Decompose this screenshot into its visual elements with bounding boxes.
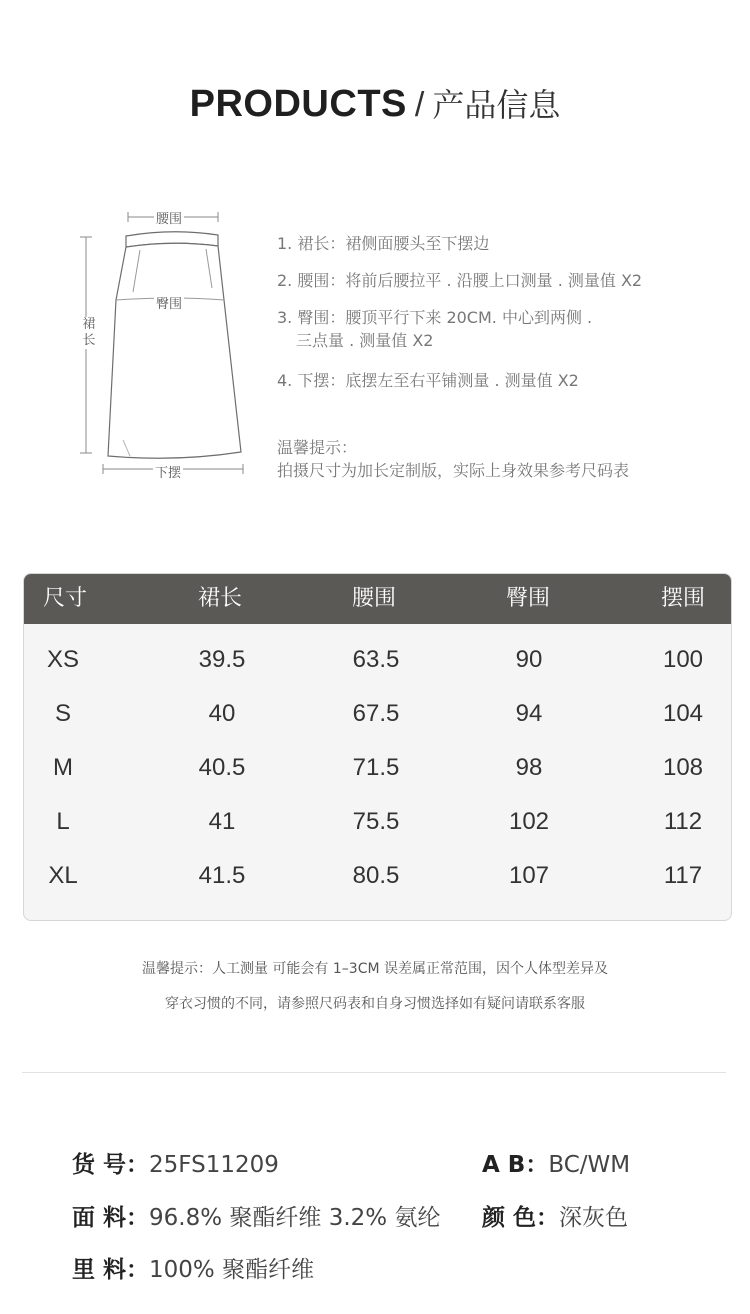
size-table-header (24, 574, 731, 624)
footnote-line-2: 穿衣习惯的不同，请参照尺码表和自身习惯选择如有疑问请联系客服 (165, 996, 585, 1012)
table-row (24, 741, 731, 795)
diagram-hip-label: 臀围 (154, 293, 184, 312)
header-hem: 摆围 (661, 586, 706, 611)
note-item: 4. 下摆：底摆左至右平铺测量 . 测量值 X2 (277, 371, 579, 390)
section-divider (22, 1072, 726, 1073)
cell-length: 40.5 (198, 754, 246, 781)
cell-length: 40 (208, 700, 236, 727)
ab-label: A B： (482, 1152, 549, 1178)
diagram-hem-label: 下摆 (153, 462, 183, 481)
cell-hem: 117 (663, 862, 703, 889)
item-number-value: 25FS11209 (149, 1152, 279, 1178)
cell-waist: 80.5 (352, 862, 400, 889)
size-table (23, 573, 732, 921)
title-separator: / (414, 86, 425, 124)
cell-hip: 90 (515, 646, 543, 673)
cell-hip: 94 (515, 700, 543, 727)
cell-size: M (53, 754, 73, 781)
cell-hem: 104 (662, 700, 704, 727)
tip-text: 拍摄尺寸为加长定制版，实际上身效果参考尺码表 (277, 461, 630, 480)
tip-title: 温馨提示： (277, 438, 358, 457)
lining-value: 100% 聚酯纤维 (149, 1257, 315, 1283)
cell-size: XS (46, 646, 79, 673)
footnote-line-1: 温馨提示：人工测量 可能会有 1–3CM 误差属正常范围，因个人体型差异及 (141, 961, 609, 977)
lining-label: 里 料： (72, 1257, 150, 1283)
page-title (0, 80, 750, 126)
fabric-value: 96.8% 聚酯纤维 3.2% 氨纶 (149, 1205, 441, 1231)
header-size: 尺寸 (43, 586, 88, 611)
diagram-waist-label: 腰围 (154, 208, 184, 227)
item-number (72, 1146, 279, 1179)
item-number-label: 货 号： (72, 1152, 150, 1178)
note-item: 2. 腰围：将前后腰拉平 . 沿腰上口测量 . 测量值 X2 (277, 271, 643, 290)
cell-hem: 108 (662, 754, 704, 781)
cell-hem: 112 (663, 808, 703, 835)
skirt-outline-icon (78, 200, 258, 490)
table-row (24, 849, 731, 903)
cell-length: 41.5 (198, 862, 246, 889)
color-label: 颜 色： (482, 1205, 560, 1231)
note-item: 三点量 . 测量值 X2 (296, 331, 434, 350)
fabric-label: 面 料： (72, 1205, 150, 1231)
cell-waist: 67.5 (352, 700, 400, 727)
cell-hip: 107 (508, 862, 550, 889)
cell-length: 41 (208, 808, 236, 835)
table-row (24, 795, 731, 849)
note-item: 1. 裙长：裙侧面腰头至下摆边 (277, 234, 490, 253)
note-item: 3. 臀围：腰顶平行下来 20CM. 中心到两侧 . (277, 308, 593, 327)
cell-waist: 63.5 (352, 646, 400, 673)
table-row (24, 633, 731, 687)
skirt-diagram (78, 200, 258, 490)
fabric (72, 1199, 440, 1232)
header-hip: 臀围 (506, 586, 551, 611)
cell-size: XL (48, 862, 78, 889)
title-cn: 产品信息 (432, 86, 561, 124)
header-length: 裙长 (198, 586, 243, 611)
color-value: 深灰色 (559, 1205, 629, 1231)
cell-size: L (56, 808, 70, 835)
cell-length: 39.5 (198, 646, 246, 673)
cell-waist: 75.5 (352, 808, 400, 835)
cell-hip: 98 (515, 754, 543, 781)
cell-hip: 102 (508, 808, 550, 835)
ab-value: BC/WM (548, 1152, 631, 1178)
cell-hem: 100 (662, 646, 704, 673)
lining (72, 1251, 314, 1284)
diagram-length-label: 裙长 (79, 317, 99, 349)
title-en: PRODUCTS (189, 83, 407, 125)
cell-size: S (54, 700, 71, 727)
color (482, 1199, 628, 1232)
ab-code (482, 1146, 630, 1179)
header-waist: 腰围 (352, 586, 397, 611)
table-row (24, 687, 731, 741)
cell-waist: 71.5 (352, 754, 400, 781)
